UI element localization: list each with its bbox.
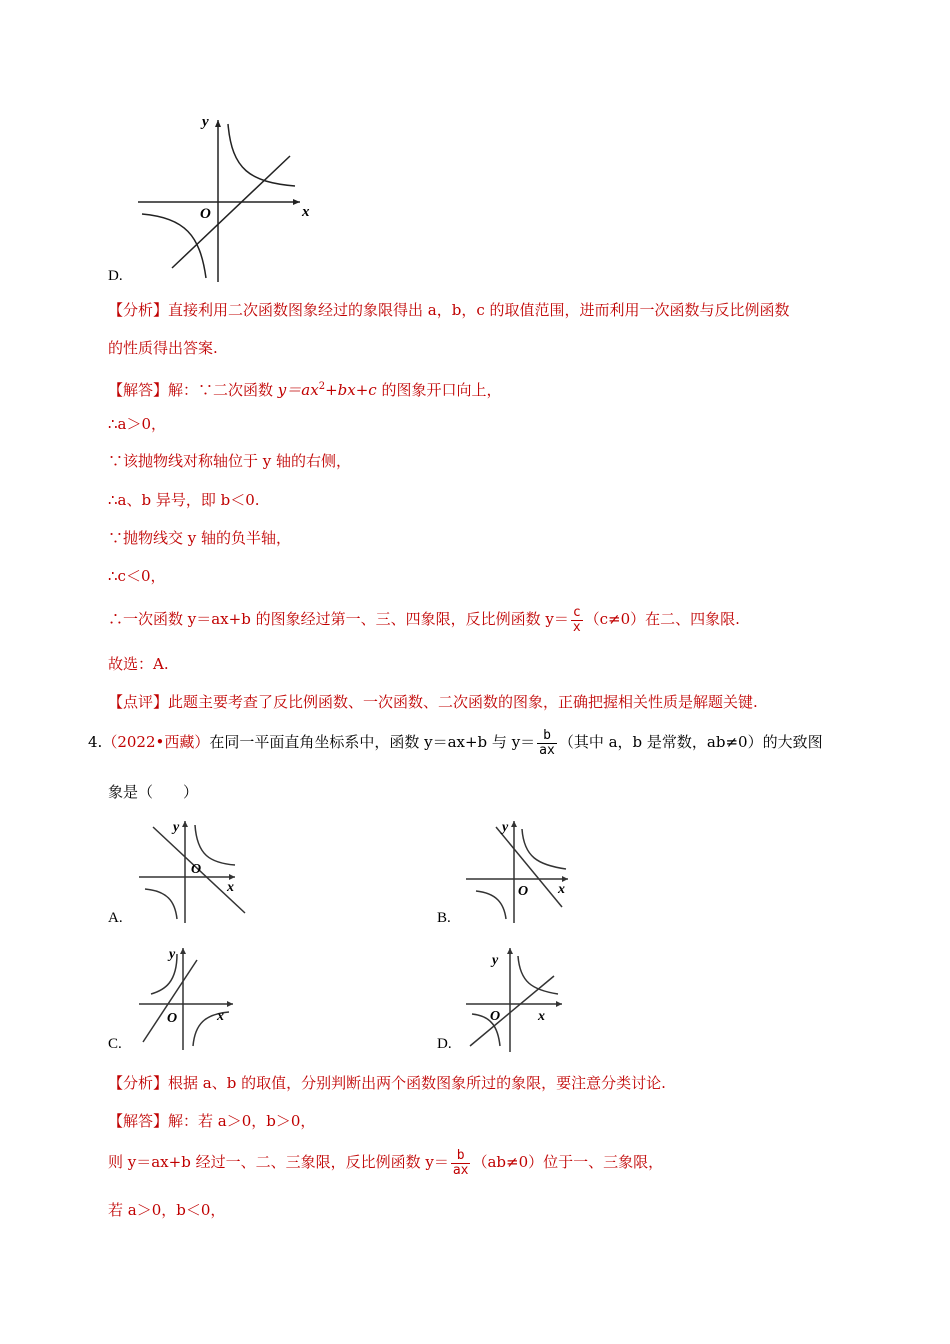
option-b-graph — [462, 815, 582, 925]
analysis-1-line2: 的性质得出答案. — [108, 339, 218, 357]
option-a-graph — [135, 815, 250, 925]
answer-1-line8: 故选：A. — [108, 655, 169, 673]
option-b-label[interactable]: B. — [437, 910, 451, 926]
question-4: 4.（2022•西藏）在同一平面直角坐标系中，函数 y＝ax+b 与 y＝ $\frac{b}{ax}$ （其中 a，b 是常数，ab≠0）的大致图 — [88, 727, 823, 758]
answer-tag: 【解答】 — [108, 381, 169, 399]
analysis-2: 【分析】根据 a、b 的取值，分别判断出两个函数图象所过的象限，要注意分类讨论. — [108, 1074, 666, 1092]
analysis-tag: 【分析】 — [108, 1074, 169, 1092]
svg-text:y: y — [502, 820, 509, 835]
svg-text:O: O — [191, 862, 202, 877]
svg-text:x: x — [227, 880, 234, 895]
answer-2-line1: 【解答】解：若 a＞0，b＞0， — [108, 1112, 316, 1130]
answer-1-line7: ∴一次函数 y＝ax+b 的图象经过第一、三、四象限，反比例函数 y＝ $\frac{c}{x}$ （c≠0）在二、四象限. — [108, 604, 740, 635]
answer-1-line4: ∴a、b 异号，即 b＜0. — [108, 491, 260, 509]
comment-tag: 【点评】 — [108, 693, 169, 711]
axis-x-label: x — [302, 204, 310, 220]
graph-top-d — [130, 110, 320, 285]
svg-text:O: O — [490, 1009, 501, 1024]
answer-1-line1: 【解答】解：∵二次函数 $y=ax^2+bx+c$ 的图象开口向上， — [108, 381, 502, 399]
comment-1: 【点评】此题主要考查了反比例函数、一次函数、二次函数的图象，正确把握相关性质是解题关键. — [108, 693, 758, 711]
answer-2-line3: 若 a＞0，b＜0， — [108, 1201, 226, 1219]
svg-text:x: x — [558, 882, 565, 897]
answer-2-line2: 则 y＝ax+b 经过一、二、三象限，反比例函数 y＝ $\frac{b}{ax}$ （ab≠0）位于一、三象限， — [108, 1147, 664, 1178]
option-c-label[interactable]: C. — [108, 1036, 122, 1052]
answer-1-line5: ∵抛物线交 y 轴的负半轴， — [108, 529, 292, 547]
svg-text:x: x — [217, 1009, 224, 1024]
question-source: （2022•西藏） — [102, 733, 210, 751]
svg-text:y: y — [492, 953, 499, 968]
option-d-label[interactable]: D. — [437, 1036, 452, 1052]
svg-text:y: y — [169, 947, 176, 962]
answer-tag: 【解答】 — [108, 1112, 169, 1130]
svg-text:x: x — [538, 1009, 545, 1024]
analysis-text-1: 直接利用二次函数图象经过的象限得出 a，b，c 的取值范围，进而利用一次函数与反比例函数 — [168, 301, 790, 319]
option-d-label-top: D. — [108, 268, 123, 284]
svg-text:y: y — [173, 820, 180, 835]
svg-text:O: O — [167, 1011, 178, 1026]
answer-1-line6: ∴c＜0， — [108, 567, 166, 585]
fraction-c-over-x: $\frac{c}{x}$ — [572, 604, 581, 635]
fraction-b-over-ax: $\frac{b}{ax}$ — [539, 727, 555, 758]
option-d-graph — [462, 942, 577, 1054]
option-c-graph — [135, 942, 245, 1052]
svg-text:O: O — [518, 884, 529, 899]
analysis-1 — [108, 300, 790, 320]
origin-label: O — [200, 206, 211, 222]
analysis-tag: 【分析】 — [108, 301, 169, 319]
option-a-label[interactable]: A. — [108, 910, 123, 926]
answer-1-line2: ∴a＞0， — [108, 415, 167, 433]
fraction-b-over-ax-2: $\frac{b}{ax}$ — [452, 1147, 469, 1178]
question-number: 4. — [88, 733, 103, 751]
question-4-line2: 象是（ ） — [108, 783, 199, 801]
axis-y-label: y — [202, 114, 209, 130]
answer-1-line3: ∵该抛物线对称轴位于 y 轴的右侧， — [108, 452, 352, 470]
